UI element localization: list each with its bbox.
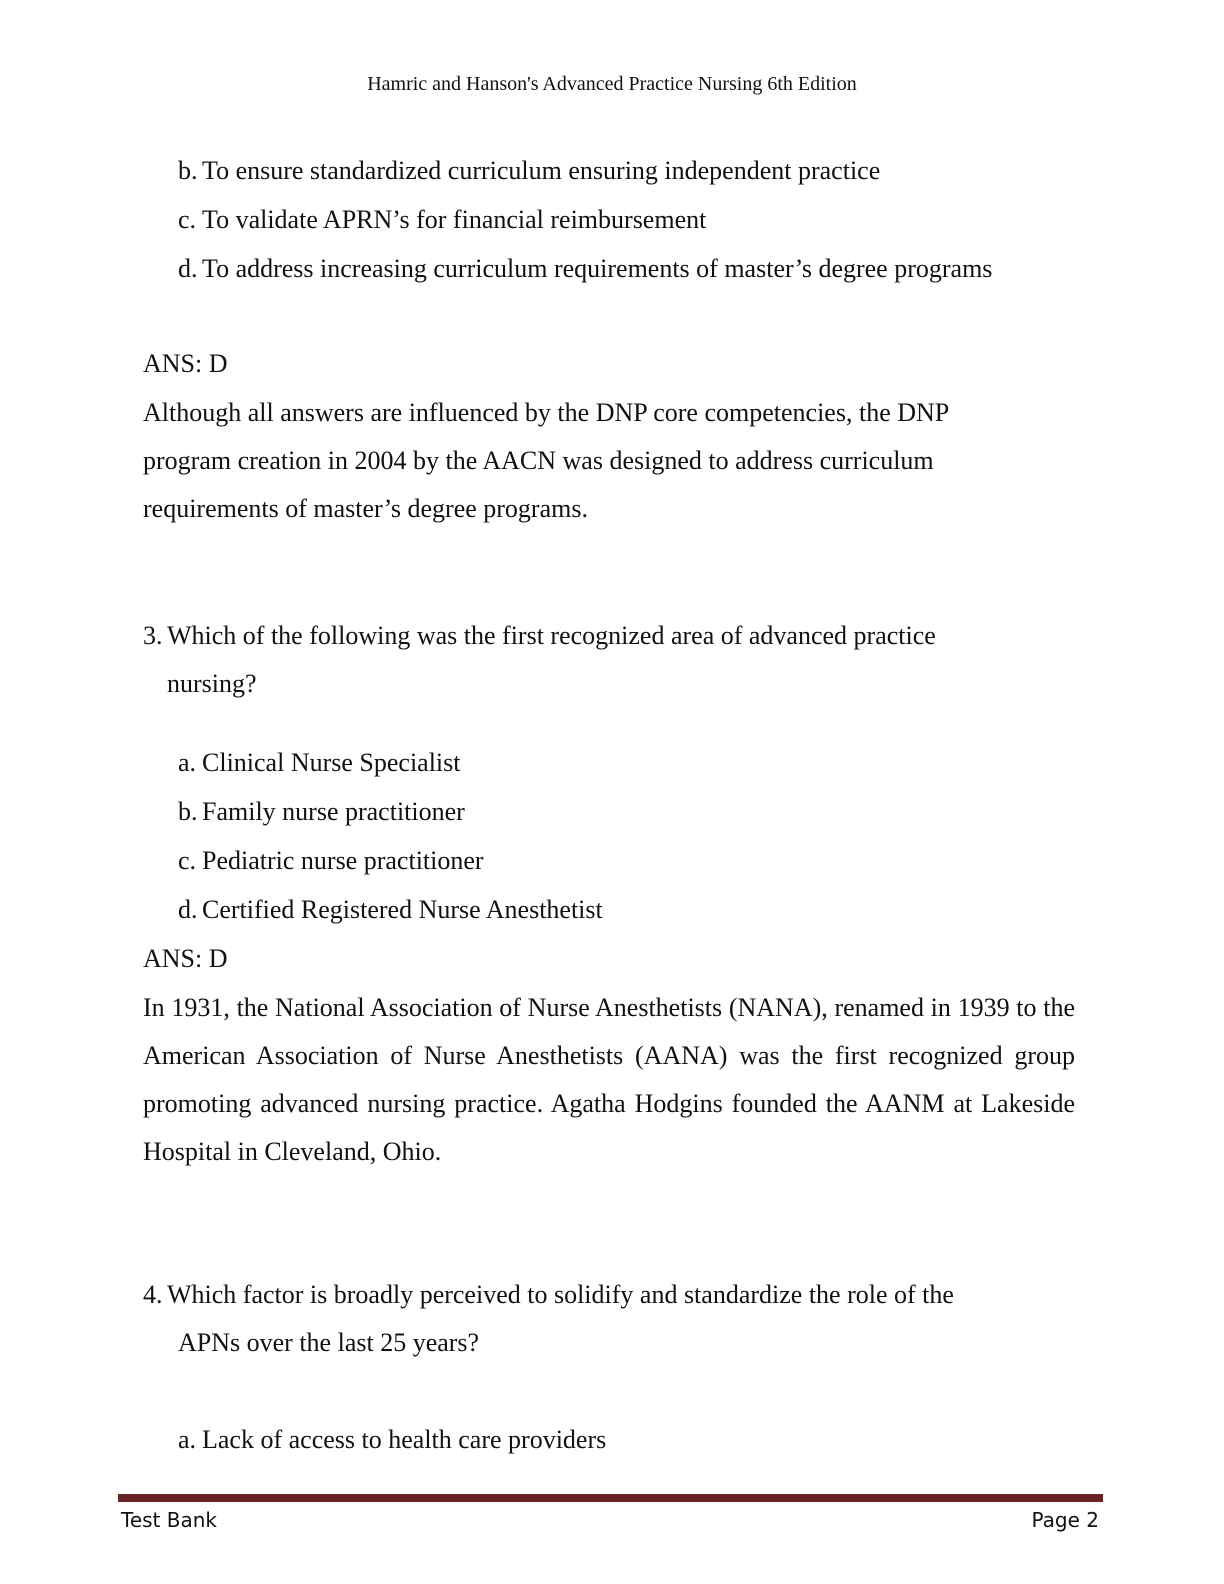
q3-option-d bbox=[178, 893, 603, 927]
option-letter: a. bbox=[178, 748, 197, 777]
running-header: Hamric and Hanson's Advanced Practice Nursing 6th Edition bbox=[367, 73, 857, 95]
q2-answer: ANS: D bbox=[143, 349, 228, 378]
q2-option-c bbox=[178, 203, 706, 237]
question-text: Which of the following was the first recognized area of advanced practice bbox=[167, 621, 936, 650]
q3-option-a bbox=[178, 746, 461, 780]
option-text: To ensure standardized curriculum ensuring independent practice bbox=[202, 156, 881, 185]
question-number: 3. bbox=[143, 621, 163, 650]
q2-rationale-line-3: requirements of master’s degree programs. bbox=[143, 494, 588, 523]
q2-option-d bbox=[178, 252, 992, 286]
option-letter: a. bbox=[178, 1425, 197, 1454]
q3-option-b bbox=[178, 795, 465, 829]
q3-answer: ANS: D bbox=[143, 944, 228, 973]
q3-question-line-2: nursing? bbox=[167, 669, 257, 698]
q3-question-line-1 bbox=[143, 619, 936, 653]
option-letter: c. bbox=[178, 205, 197, 234]
question-number: 4. bbox=[143, 1280, 163, 1309]
q3-option-c bbox=[178, 844, 484, 878]
footer-rule bbox=[118, 1494, 1103, 1502]
option-text: Pediatric nurse practitioner bbox=[202, 846, 484, 875]
option-text: Clinical Nurse Specialist bbox=[202, 748, 461, 777]
option-letter: b. bbox=[178, 797, 198, 826]
option-letter: c. bbox=[178, 846, 197, 875]
q4-question-line-1 bbox=[143, 1278, 954, 1312]
option-letter: d. bbox=[178, 895, 198, 924]
q4-option-a bbox=[178, 1423, 606, 1457]
option-text: To validate APRN’s for financial reimbursement bbox=[202, 205, 707, 234]
option-text: Certified Registered Nurse Anesthetist bbox=[202, 895, 603, 924]
page-number: Page 2 bbox=[1031, 1508, 1099, 1532]
option-letter: b. bbox=[178, 156, 198, 185]
q2-rationale-line-1: Although all answers are influenced by the DNP core competencies, the DNP bbox=[143, 398, 950, 427]
option-letter: d. bbox=[178, 254, 198, 283]
q3-rationale: In 1931, the National Association of Nurse Anesthetists (NANA), renamed in 1939 to the American Association of Nurse Anesthetists (AANA) was the first recognized group promoting advanced nursing practice. Agatha Hodgins founded the AANM at Lakeside Hospital in Cleveland, Ohio. bbox=[143, 993, 1075, 1166]
q4-question-line-2: APNs over the last 25 years? bbox=[178, 1328, 480, 1357]
footer-label: Test Bank bbox=[121, 1508, 217, 1532]
question-text: Which factor is broadly perceived to solidify and standardize the role of the bbox=[167, 1280, 954, 1309]
option-text: To address increasing curriculum requirements of master’s degree programs bbox=[202, 254, 993, 283]
option-text: Family nurse practitioner bbox=[202, 797, 465, 826]
q2-rationale-line-2: program creation in 2004 by the AACN was designed to address curriculum bbox=[143, 446, 934, 475]
option-text: Lack of access to health care providers bbox=[202, 1425, 607, 1454]
q2-option-b bbox=[178, 154, 880, 188]
